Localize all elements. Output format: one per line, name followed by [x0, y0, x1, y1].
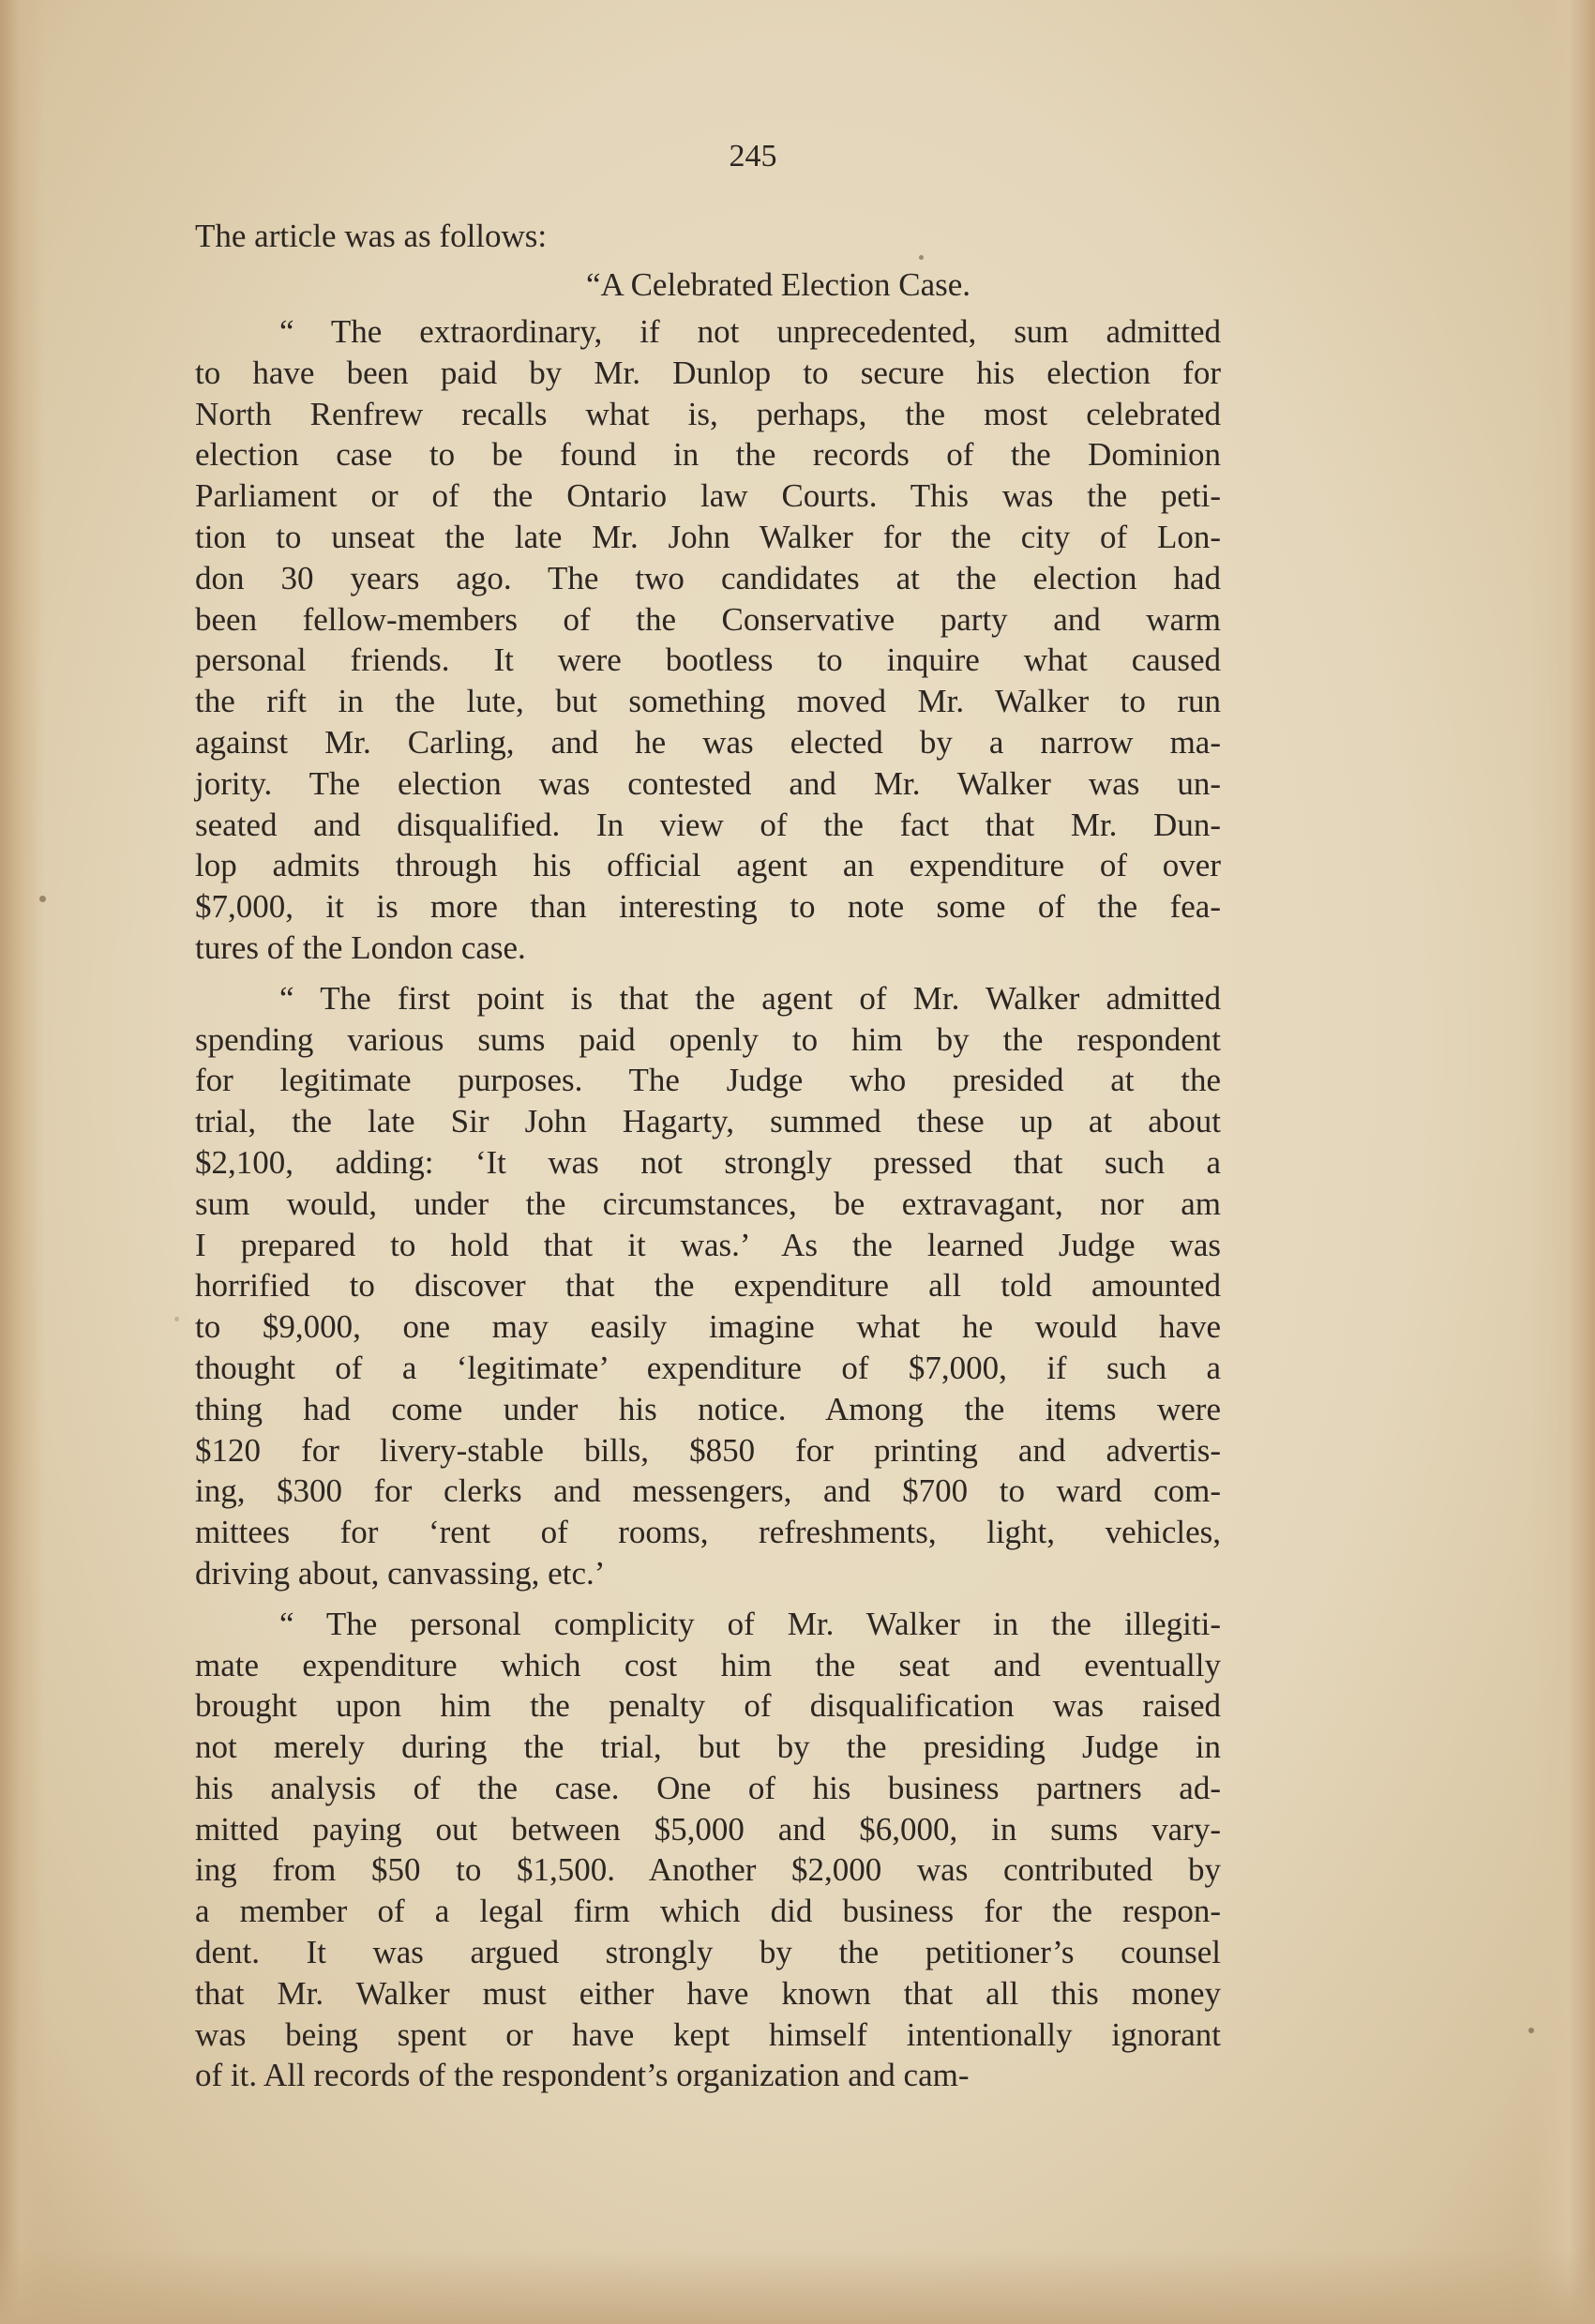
text-line: election case to be found in the records of the Dominion — [195, 436, 1221, 474]
page-right-edge-shadow — [1529, 0, 1595, 2324]
text-line: $2,100, adding: ‘It was not strongly pressed that such a — [195, 1143, 1221, 1181]
text-line: to $9,000, one may easily imagine what he would have — [195, 1308, 1221, 1346]
text-line: “ The first point is that the agent of Mr. Walker admitted — [279, 979, 1221, 1017]
text-line: jority. The election was contested and Mr. Walker was un- — [195, 764, 1221, 802]
text-line: tures of the London case. — [195, 928, 526, 966]
text-line: dent. It was argued strongly by the petitioner’s counsel — [195, 1934, 1221, 1971]
text-line: been fellow-members of the Conservative party and warm — [195, 600, 1221, 638]
page-left-edge-shadow — [0, 0, 45, 2324]
text-line: “ The extraordinary, if not unprecedented, sum admitted — [279, 313, 1221, 350]
text-line: thought of a ‘legitimate’ expenditure of $7,000, if such a — [195, 1349, 1221, 1386]
text-line: “ The personal complicity of Mr. Walker in the illegiti- — [279, 1605, 1221, 1642]
text-line: of it. All records of the respondent’s organization and cam- — [195, 2057, 970, 2094]
text-line: don 30 years ago. The two candidates at the election had — [195, 559, 1221, 596]
text-line: spending various sums paid openly to him by the respondent — [195, 1020, 1221, 1058]
text-line: was being spent or have kept himself intentionally ignorant — [195, 2015, 1221, 2053]
text-line: ing, $300 for clerks and messengers, and $700 to ward com- — [195, 1472, 1221, 1510]
paragraph — [195, 1604, 1221, 2097]
text-line: to have been paid by Mr. Dunlop to secure his election for — [195, 354, 1221, 391]
text-line: driving about, canvassing, etc.’ — [195, 1554, 606, 1592]
text-line: tion to unseat the late Mr. John Walker for the city of Lon- — [195, 518, 1221, 555]
text-line: North Renfrew recalls what is, perhaps, the most celebrated — [195, 395, 1221, 432]
text-line: ing from $50 to $1,500. Another $2,000 was contributed by — [195, 1851, 1221, 1889]
text-line: a member of a legal firm which did business for the respon- — [195, 1893, 1221, 1930]
text-line: seated and disqualified. In view of the fact that Mr. Dun- — [195, 806, 1221, 843]
paragraph — [195, 978, 1221, 1594]
page-bottom-edge-shadow — [0, 2249, 1595, 2324]
ink-speck — [1528, 2028, 1534, 2033]
text-line: trial, the late Sir John Hagarty, summed these up at about — [195, 1103, 1221, 1140]
intro-line: The article was as follows: — [195, 218, 548, 254]
text-line: for legitimate purposes. The Judge who presided at the — [195, 1062, 1221, 1099]
text-line: thing had come under his notice. Among the items were — [195, 1390, 1221, 1427]
ink-speck — [39, 896, 46, 902]
text-line: his analysis of the case. One of his business partners ad- — [195, 1769, 1221, 1806]
text-line: the rift in the lute, but something moved Mr. Walker to run — [195, 683, 1221, 720]
text-line: mitted paying out between $5,000 and $6,000, in sums vary- — [195, 1810, 1221, 1848]
ink-speck — [174, 1317, 179, 1321]
text-line: horrified to discover that the expenditure all told amounted — [195, 1267, 1221, 1305]
article-body — [195, 311, 1221, 2096]
paragraph — [195, 311, 1221, 969]
text-line: I prepared to hold that it was.’ As the learned Judge was — [195, 1226, 1221, 1263]
text-line: sum would, under the circumstances, be extravagant, nor am — [195, 1185, 1221, 1222]
text-line: Parliament or of the Ontario law Courts. This was the peti- — [195, 477, 1221, 515]
text-line: against Mr. Carling, and he was elected by a narrow ma- — [195, 723, 1221, 761]
page-text — [195, 141, 1221, 2096]
text-line: brought upon him the penalty of disqualification was raised — [195, 1687, 1221, 1725]
text-line: lop admits through his official agent an expenditure of over — [195, 847, 1221, 884]
text-line: mittees for ‘rent of rooms, refreshments, light, vehicles, — [195, 1514, 1221, 1551]
text-line: personal friends. It were bootless to inquire what caused — [195, 641, 1221, 679]
text-line: not merely during the trial, but by the presiding Judge in — [195, 1728, 1221, 1766]
text-line: $7,000, it is more than interesting to note some of the fea- — [195, 888, 1221, 926]
text-line: $120 for livery-stable bills, $850 for printing and advertis- — [195, 1431, 1221, 1469]
text-line: mate expenditure which cost him the seat and eventually — [195, 1646, 1221, 1683]
article-heading: “A Celebrated Election Case. — [585, 266, 971, 303]
text-line: that Mr. Walker must either have known that all this money — [195, 1974, 1221, 2012]
page-number: 245 — [729, 139, 777, 174]
